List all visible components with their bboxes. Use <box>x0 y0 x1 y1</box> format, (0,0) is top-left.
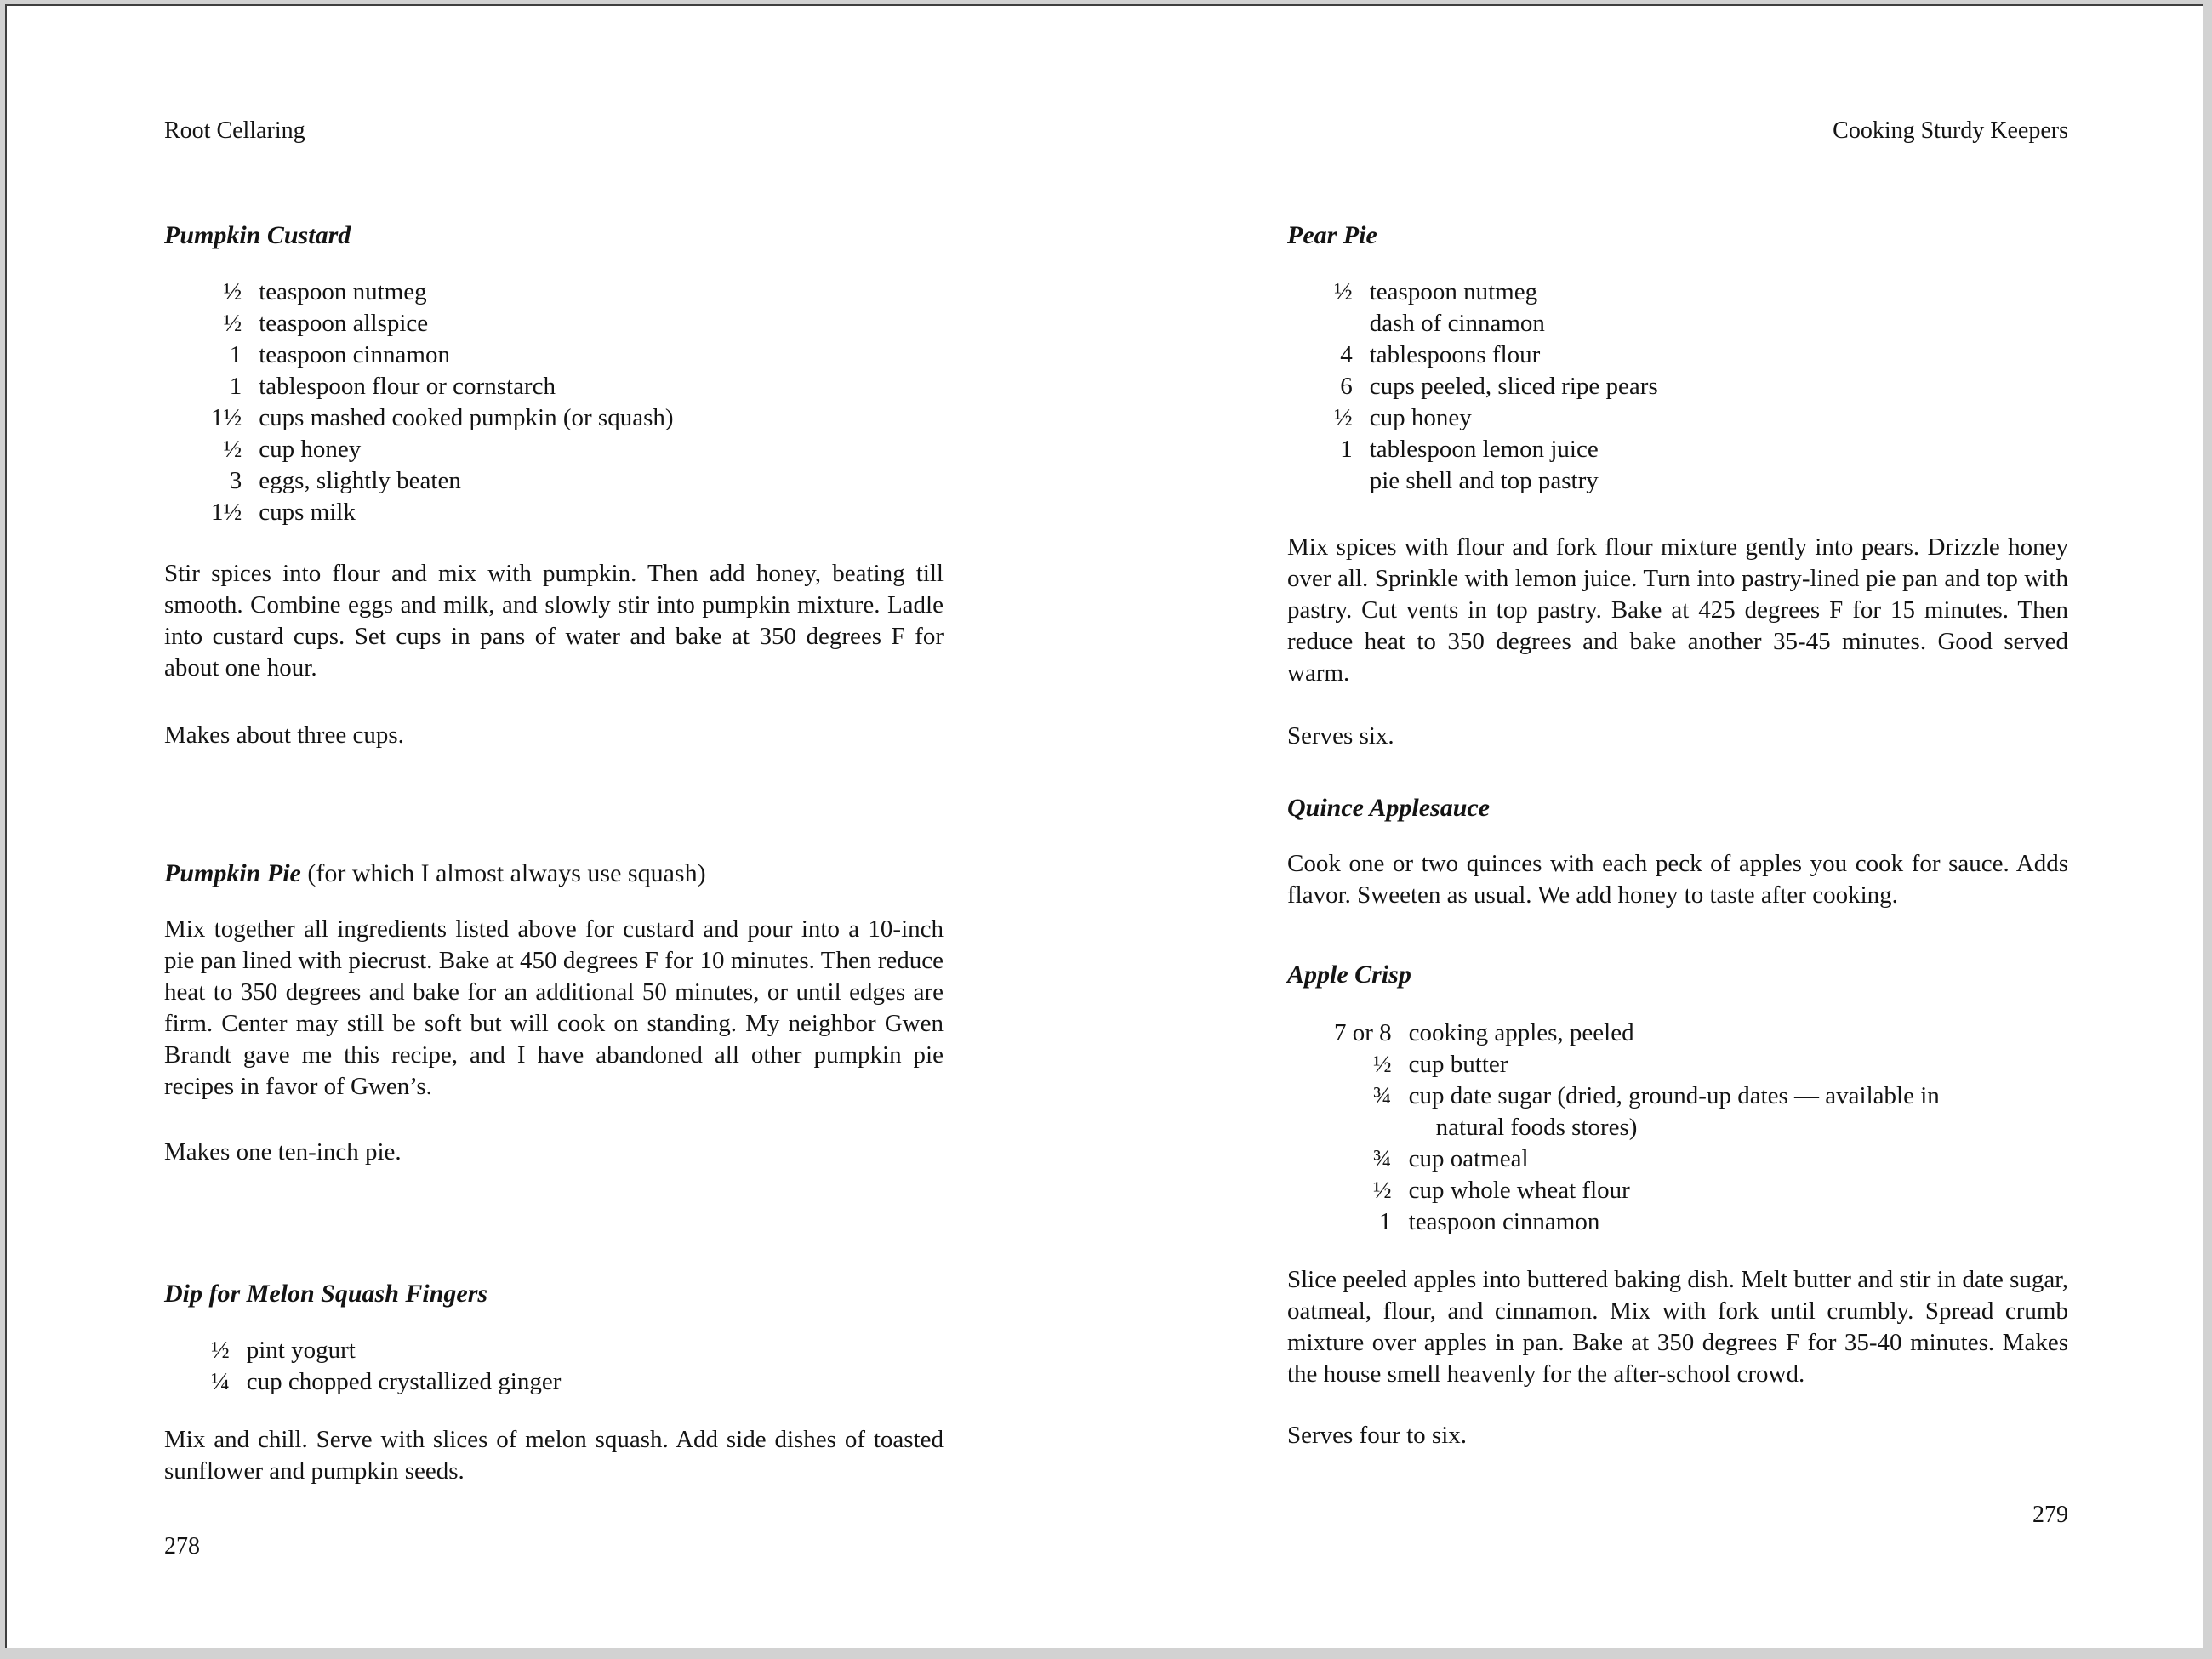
ingredient-qty: ¾ <box>1372 1145 1392 1172</box>
recipe-title <box>164 220 944 251</box>
ingredient-row <box>1334 339 1658 371</box>
ingredient-text-continuation: natural foods stores) <box>1435 1114 1638 1141</box>
ingredient-qty: ¾ <box>1372 1082 1392 1109</box>
ingredient-row <box>1334 1112 1940 1143</box>
ingredient-qty: 1 <box>229 341 242 368</box>
ingredient-qty: 7 or 8 <box>1334 1019 1392 1046</box>
ingredient-qty <box>1334 1112 1409 1143</box>
ingredient-text: teaspoon cinnamon <box>259 341 450 368</box>
recipe-title-text: Quince Applesauce <box>1287 794 1491 822</box>
recipe-pumpkin-custard <box>164 220 944 751</box>
ingredient-qty: ½ <box>1372 1051 1392 1078</box>
recipe-pear-pie <box>1287 220 2068 752</box>
ingredient-row <box>211 434 674 465</box>
ingredient-text: cup whole wheat flour <box>1408 1177 1630 1204</box>
ingredient-row <box>1334 308 1658 339</box>
ingredient-text: tablespoon lemon juice <box>1369 436 1599 463</box>
ingredient-qty: 6 <box>1340 373 1353 400</box>
ingredient-qty: ½ <box>1334 278 1353 305</box>
ingredient-text: tablespoon flour or cornstarch <box>259 373 556 400</box>
ingredient-text: pie shell and top pastry <box>1369 467 1599 494</box>
ingredient-row <box>211 1366 561 1398</box>
ingredient-text: dash of cinnamon <box>1369 310 1545 337</box>
ingredient-row <box>1334 434 1658 465</box>
ingredient-row <box>211 402 674 434</box>
page-number-left: 278 <box>164 1533 200 1559</box>
ingredient-qty: 1 <box>229 373 242 400</box>
ingredient-row <box>211 339 674 371</box>
recipe-dip-for-melon-squash-fingers <box>164 1279 944 1487</box>
page-number-right: 279 <box>2032 1502 2068 1528</box>
ingredient-qty: 1½ <box>211 499 242 526</box>
recipe-title <box>164 1279 944 1309</box>
ingredient-text: cup honey <box>259 436 362 463</box>
recipe-directions: Mix and chill. Serve with slices of melon squash. Add side dishes of toasted sunflower and pumpkin seeds. <box>164 1426 944 1485</box>
ingredient-qty <box>1334 308 1370 339</box>
ingredient-qty: ½ <box>1334 404 1353 431</box>
ingredient-qty: 1 <box>1340 436 1353 463</box>
ingredient-qty: ½ <box>223 310 242 337</box>
ingredient-text: pint yogurt <box>246 1337 356 1364</box>
ingredient-qty: ½ <box>223 278 242 305</box>
recipe-title-text: Pumpkin Custard <box>164 221 351 249</box>
recipe-title-text: Pumpkin Pie <box>164 859 301 887</box>
recipe-title <box>1287 793 2068 824</box>
ingredient-qty: 3 <box>229 467 242 494</box>
ingredient-row <box>211 465 674 497</box>
recipe-apple-crisp <box>1287 960 2068 1451</box>
recipe-title-note: (for which I almost always use squash) <box>300 859 706 887</box>
recipe-directions: Slice peeled apples into buttered baking dish. Melt butter and stir in date sugar, oatmeal, flour, and cinnamon. Mix with fork until crumbly. Spread crumb mixture over apples in pan. Bake at 350 degrees F for 35-40 minutes. Makes the house smell heavenly for the after-school crowd. <box>1287 1266 2068 1388</box>
ingredient-row <box>1334 1206 1940 1238</box>
ingredient-qty: ½ <box>211 1337 230 1364</box>
ingredient-text: teaspoon nutmeg <box>1369 278 1538 305</box>
recipe-yield: Serves four to six. <box>1287 1422 1468 1449</box>
ingredient-text: teaspoon allspice <box>259 310 429 337</box>
ingredient-qty: ¼ <box>211 1368 230 1395</box>
ingredient-row <box>1334 1175 1940 1206</box>
ingredient-qty: 1½ <box>211 404 242 431</box>
ingredient-list <box>211 276 674 528</box>
recipe-directions: Mix spices with flour and fork flour mixture gently into pears. Drizzle honey over all. Sprinkle with lemon juice. Turn into pastry-lined pie pan and top with pastry. Cut vents in top pastry. Bake at 425 degrees F for 15 minutes. Then reduce heat to 350 degrees and bake another 35-45 minutes. Good served warm. <box>1287 533 2068 687</box>
ingredient-qty: ½ <box>223 436 242 463</box>
ingredient-text: eggs, slightly beaten <box>259 467 461 494</box>
ingredient-row <box>1334 1080 1940 1112</box>
ingredient-list <box>211 1335 561 1398</box>
left-page <box>164 6 944 1561</box>
ingredient-text: cooking apples, peeled <box>1408 1019 1634 1046</box>
recipe-pumpkin-pie <box>164 858 944 1168</box>
ingredient-row <box>211 497 674 528</box>
ingredient-row <box>211 1335 561 1366</box>
ingredient-text: cup oatmeal <box>1408 1145 1529 1172</box>
recipe-title-text: Dip for Melon Squash Fingers <box>164 1280 488 1308</box>
ingredient-list <box>1334 276 1658 497</box>
recipe-title <box>1287 960 2068 990</box>
ingredient-text: cup honey <box>1369 404 1472 431</box>
ingredient-row <box>1334 402 1658 434</box>
ingredient-row <box>1334 1049 1940 1080</box>
recipe-title <box>1287 220 2068 251</box>
ingredient-qty: ½ <box>1372 1177 1392 1204</box>
ingredient-row <box>211 276 674 308</box>
recipe-directions: Cook one or two quinces with each peck of apples you cook for sauce. Adds flavor. Sweeten as usual. We add honey to taste after cooking. <box>1287 850 2068 909</box>
recipe-title-text: Apple Crisp <box>1287 961 1411 989</box>
recipe-yield: Makes about three cups. <box>164 721 404 749</box>
ingredient-row <box>1334 465 1658 497</box>
ingredient-qty: 1 <box>1379 1208 1392 1235</box>
ingredient-text: teaspoon cinnamon <box>1408 1208 1600 1235</box>
ingredient-row <box>211 308 674 339</box>
ingredient-text: cup butter <box>1408 1051 1508 1078</box>
ingredient-text: cup date sugar (dried, ground-up dates — available in <box>1408 1082 1940 1109</box>
recipe-directions: Stir spices into flour and mix with pumpkin. Then add honey, beating till smooth. Combine eggs and milk, and slowly stir into pumpkin mixture. Ladle into custard cups. Set cups in pans of water and bake at 350 degrees F for about one hour. <box>164 560 944 681</box>
ingredient-text: tablespoons flour <box>1369 341 1541 368</box>
recipe-quince-applesauce <box>1287 793 2068 911</box>
recipe-yield: Makes one ten-inch pie. <box>164 1138 402 1166</box>
ingredient-text: cups mashed cooked pumpkin (or squash) <box>259 404 674 431</box>
ingredient-list <box>1334 1018 1940 1238</box>
ingredient-row <box>1334 371 1658 402</box>
ingredient-qty: 4 <box>1340 341 1353 368</box>
ingredient-qty <box>1334 465 1370 497</box>
ingredient-text: teaspoon nutmeg <box>259 278 427 305</box>
ingredient-row <box>1334 1018 1940 1049</box>
ingredient-row <box>211 371 674 402</box>
running-head-left: Root Cellaring <box>164 117 305 144</box>
book-spread <box>5 4 2203 1648</box>
ingredient-text: cups peeled, sliced ripe pears <box>1369 373 1658 400</box>
right-page <box>1287 6 2068 1530</box>
recipe-directions: Mix together all ingredients listed above for custard and pour into a 10-inch pie pan lined with piecrust. Bake at 450 degrees F for 10 minutes. Then reduce heat to 350 degrees and bake for an additional 50 minutes, or until edges are firm. Center may still be soft but will cook on standing. My neighbor Gwen Brandt gave me this recipe, and I have abandoned all other pumpkin pie recipes in favor of Gwen’s. <box>164 915 944 1100</box>
ingredient-row <box>1334 276 1658 308</box>
ingredient-text: cups milk <box>259 499 356 526</box>
recipe-yield: Serves six. <box>1287 722 1394 750</box>
recipe-title-text: Pear Pie <box>1287 221 1377 249</box>
ingredient-row <box>1334 1143 1940 1175</box>
recipe-title <box>164 858 944 889</box>
running-head-right: Cooking Sturdy Keepers <box>1833 117 2068 144</box>
ingredient-text: cup chopped crystallized ginger <box>246 1368 562 1395</box>
